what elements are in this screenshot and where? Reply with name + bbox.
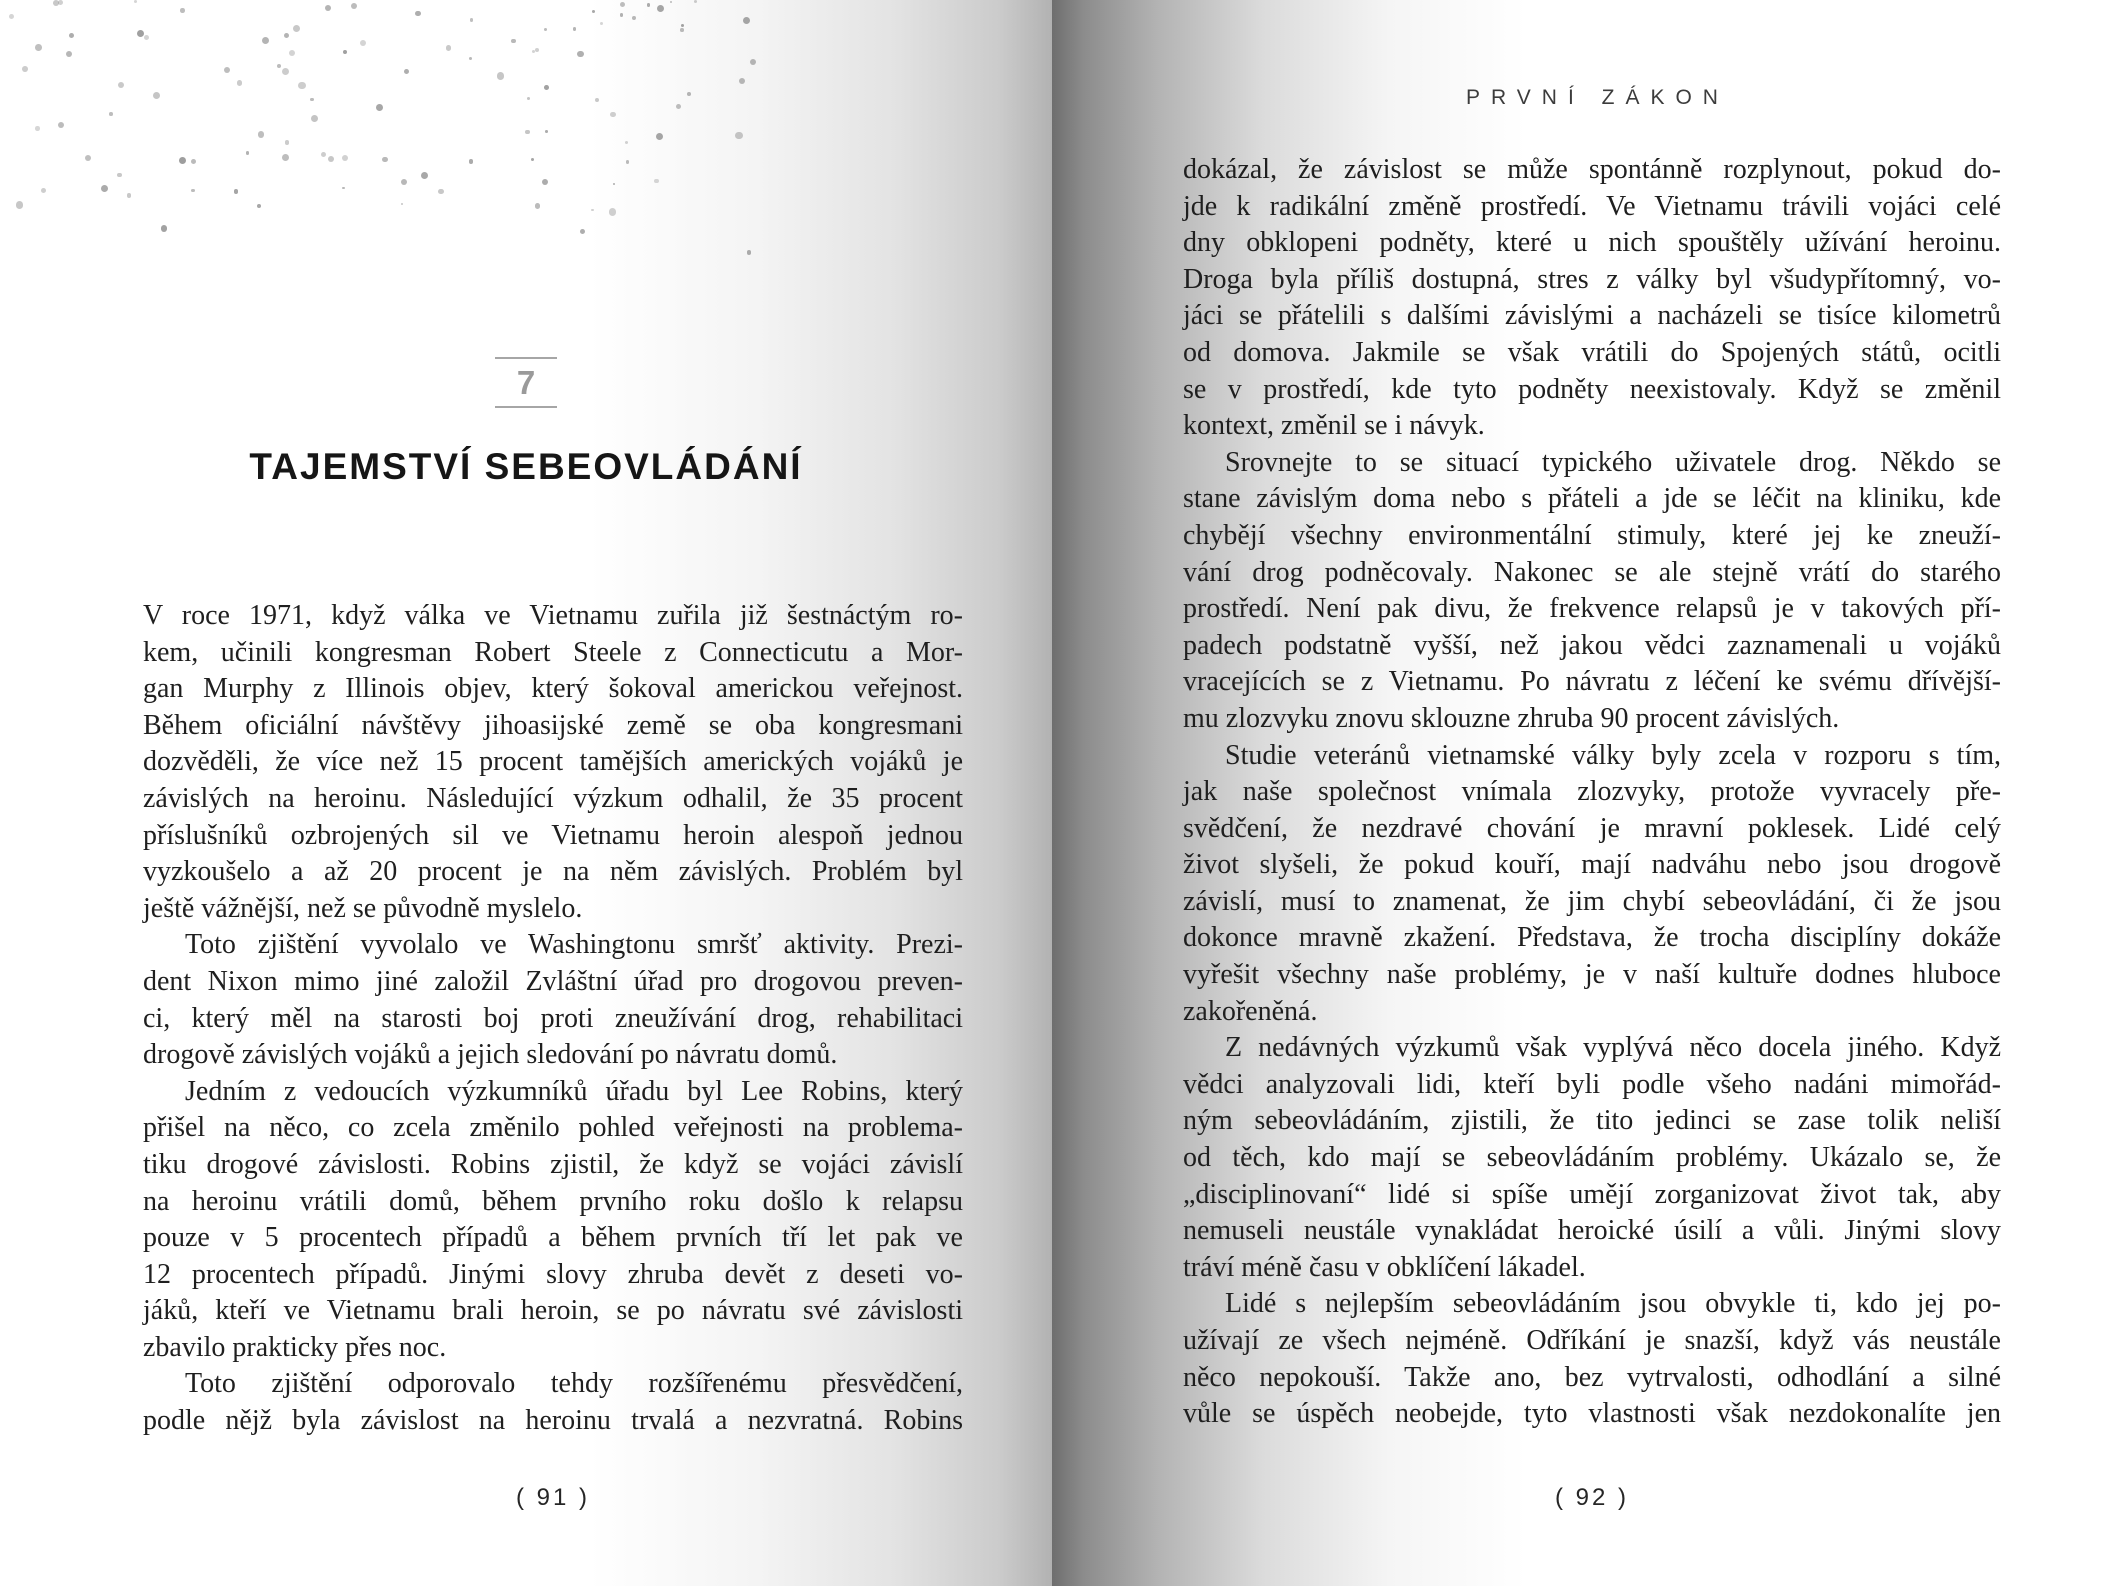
text-line: 12 procentech případů. Jinými slovy zhruba devět z deseti vo- — [143, 1258, 963, 1290]
dot — [258, 131, 265, 138]
dot — [680, 28, 684, 32]
dot — [376, 104, 383, 111]
dot — [750, 59, 757, 66]
dot — [277, 64, 281, 68]
dot — [191, 189, 195, 193]
dot — [282, 154, 289, 161]
dot — [654, 179, 659, 184]
dot — [681, 24, 684, 27]
text-line: chybějí všechny environmentální stimuly, které jej ke zneuží- — [1183, 519, 2001, 551]
right-page-body — [1183, 152, 2001, 1433]
text-line: dokázal, že závislost se může spontánně rozplynout, pokud do- — [1183, 154, 2001, 185]
dot — [328, 156, 334, 162]
left-page-body — [143, 598, 963, 1440]
dot — [595, 98, 599, 102]
dot — [544, 85, 549, 90]
dot — [310, 98, 314, 102]
text-line: tráví méně času v obklíčení lákadel. — [1183, 1251, 1586, 1283]
dot — [9, 14, 14, 19]
dot — [179, 157, 186, 164]
dot — [535, 203, 541, 209]
text-line: tiku drogové závislosti. Robins zjistil, že když se vojáci závislí — [143, 1148, 963, 1180]
text-line: zbavilo prakticky přes noc. — [143, 1331, 447, 1363]
text-line: příslušníků ozbrojených sil ve Vietnamu heroin alespoň jednou — [143, 819, 963, 851]
dot — [137, 30, 144, 37]
text-line: pouze v 5 procentech případů a během prvních tří let pak ve — [143, 1222, 963, 1254]
dot — [66, 51, 72, 57]
dot — [298, 82, 305, 89]
dot — [470, 18, 474, 22]
text-line: Z nedávných výzkumů však vyplývá něco docela jiného. Když — [1225, 1032, 2001, 1064]
chapter-heading — [0, 357, 1052, 488]
dot — [35, 126, 40, 131]
dot — [224, 67, 230, 73]
text-line: svědčení, že nezdravé chování je mravní poklesek. Lidé celý — [1183, 812, 2001, 844]
text-line: vědci analyzovali lidi, kteří byli podle všeho nadáni mimořád- — [1183, 1068, 2001, 1100]
dot — [421, 172, 428, 179]
dot — [53, 0, 59, 6]
dot — [511, 39, 515, 43]
text-line: Toto zjištění odporovalo tehdy rozšířenému přesvědčení, — [185, 1368, 963, 1400]
dot — [401, 203, 404, 206]
dot — [58, 122, 65, 129]
text-line: se v prostředí, kde tyto podněty neexistovaly. Když se změnil — [1183, 373, 2001, 405]
dot — [573, 27, 577, 31]
dot — [670, 1, 673, 4]
text-line: stane závislým doma nebo s přáteli a jde se léčit na kliniku, kde — [1183, 483, 2001, 515]
text-line: Toto zjištění vyvolalo ve Washingtonu smršť aktivity. Prezi- — [185, 929, 963, 961]
text-line: padech podstatně vyšší, než jakou vědci zaznamenali u vojáků — [1183, 629, 2001, 661]
dot — [118, 82, 125, 89]
text-line: dozvěděli, že více než 15 procent tamějších amerických vojáků je — [143, 746, 963, 778]
text-line: závislých na heroinu. Následující výzkum odhalil, že 35 procent — [143, 782, 963, 814]
dot — [360, 40, 366, 46]
chapter-number: 7 — [516, 364, 536, 401]
text-line: kontext, změnil se i návyk. — [1183, 410, 1485, 442]
dot — [592, 10, 595, 13]
right-page-number: ( 92 ) — [1554, 1484, 1629, 1511]
text-line: ným sebeovládáním, zjistili, že tito jedinci se zase tolik neliší — [1183, 1105, 2001, 1137]
text-line: Lidé s nejlepším sebeovládáním jsou obvykle ti, kdo jej po- — [1225, 1288, 2001, 1320]
dot — [284, 33, 289, 38]
dot — [694, 0, 697, 3]
text-line: jáků, kteří ve Vietnamu brali heroin, se po návratu své závislosti — [143, 1295, 963, 1327]
dot — [544, 28, 548, 32]
dot — [647, 3, 651, 7]
dot — [311, 115, 318, 122]
dot — [743, 17, 750, 24]
text-line: jde k radikální změně prostředí. Ve Vietnamu trávili vojáci celé — [1183, 190, 2001, 222]
text-line: dny obklopeni podněty, které u nich spouštěly užívání heroinu. — [1183, 227, 2001, 259]
text-line: V roce 1971, když válka ve Vietnamu zuřila již šestnáctým ro- — [143, 600, 963, 631]
dot — [747, 250, 752, 255]
chapter-rule-bottom — [495, 406, 557, 408]
left-page — [0, 0, 1052, 1586]
dot — [446, 45, 452, 51]
text-line: Droga byla příliš dostupná, stres z války byl všudypřítomný, vo- — [1183, 263, 2001, 295]
dot — [144, 35, 149, 40]
dot — [438, 189, 444, 195]
text-line: jáci se přátelili s dalšími závislými a nacházeli se tisíce kilometrů — [1183, 300, 2001, 332]
text-line: dokonce mravně zkažení. Představa, že trocha disciplíny dokáže — [1183, 922, 2001, 954]
dot — [527, 97, 530, 100]
dot — [600, 22, 603, 25]
dot — [153, 92, 160, 99]
text-line: život slyšeli, že pokud kouří, mají nadváhu nebo jsou drogově — [1183, 849, 2001, 881]
decorative-dots-pattern — [0, 0, 800, 275]
dot — [735, 132, 742, 139]
text-line: vání drog podněcovaly. Nakonec se ale stejně vrátí do starého — [1183, 556, 2001, 588]
dot — [342, 187, 345, 190]
dot — [246, 151, 250, 155]
text-line: Studie veteránů vietnamské války byly zcela v rozporu s tím, — [1225, 739, 2001, 771]
text-line: nemuseli neustále vynakládat heroické úsilí a vůli. Jinými slovy — [1183, 1215, 2001, 1247]
dot — [610, 112, 616, 118]
text-line: Srovnejte to se situací typického uživatele drog. Někdo se — [1225, 446, 2001, 478]
dot — [657, 5, 664, 12]
text-line: na heroinu vrátili domů, během prvního roku došlo k relapsu — [143, 1185, 963, 1217]
text-line: jak naše společnost vnímala zlozvyky, protože vyvracely pře- — [1183, 776, 2001, 808]
text-line: kem, učinili kongresman Robert Steele z Connecticutu a Mor- — [143, 636, 963, 668]
text-line: podle nějž byla závislost na heroinu trvalá a nezvratná. Robins — [143, 1405, 963, 1437]
dot — [609, 208, 617, 216]
dot — [293, 25, 300, 32]
dot — [342, 155, 348, 161]
dot — [282, 68, 289, 75]
dot — [577, 51, 584, 58]
dot — [343, 50, 347, 54]
dot — [469, 57, 472, 60]
text-line: závislí, musí to znamenat, že jim chybí sebeovládání, či že jsou — [1183, 885, 2001, 917]
dot — [321, 152, 326, 157]
text-line: ještě vážnější, než se původně myslelo. — [143, 892, 583, 924]
dot — [382, 157, 388, 163]
dot — [620, 13, 623, 16]
text-line: dent Nixon mimo jiné založil Zvláštní úřad pro drogovou preven- — [143, 965, 963, 997]
text-line: od těch, kdo mají se sebeovládáním problémy. Ukázalo se, že — [1183, 1142, 2001, 1174]
dot — [191, 159, 196, 164]
dot — [325, 5, 332, 12]
dot — [532, 50, 535, 53]
dot — [22, 66, 28, 72]
dot — [676, 104, 681, 109]
text-line: ci, který měl na starosti boj proti zneužívání drog, rehabilitaci — [143, 1002, 963, 1034]
dot — [404, 69, 410, 75]
dot — [401, 179, 407, 185]
dot — [632, 16, 637, 21]
dot — [739, 78, 745, 84]
dot — [545, 130, 548, 133]
text-line: vracejících se z Vietnamu. Po návratu z léčení ke svému dřívější- — [1183, 666, 2001, 698]
text-line: „disciplinovaní“ lidé si spíše umějí zorganizovat život tak, aby — [1183, 1178, 2001, 1210]
dot — [101, 185, 108, 192]
dot — [41, 188, 46, 193]
dot — [16, 201, 24, 209]
dot — [620, 2, 625, 7]
dot — [134, 0, 137, 3]
left-page-number: ( 91 ) — [515, 1484, 590, 1511]
dot — [234, 189, 239, 194]
dot — [591, 209, 594, 212]
dot — [497, 72, 504, 79]
text-line: přišel na něco, co zcela změnilo pohled veřejnosti na problema- — [143, 1112, 963, 1144]
running-header: PRVNÍ ZÁKON — [1466, 86, 1729, 109]
text-line: Během oficiální návštěvy jihoasijské země se oba kongresmani — [143, 709, 963, 741]
text-line: užívají ze všech nejméně. Odříkání je snazší, když vás neustále — [1183, 1325, 2001, 1356]
text-line: gan Murphy z Illinois objev, který šokoval americkou veřejnost. — [143, 673, 963, 705]
dot — [613, 183, 616, 186]
text-line: něco nepokouší. Takže ano, bez vytrvalosti, odhodlání a silné — [1183, 1361, 2001, 1393]
dot — [415, 11, 420, 16]
dot — [161, 225, 168, 232]
dot — [525, 130, 529, 134]
dot — [625, 141, 628, 144]
text-line: vyzkoušelo a až 20 procent je na něm závislých. Problém byl — [143, 856, 963, 888]
dot — [656, 133, 663, 140]
text-line: zakořeněná. — [1183, 995, 1318, 1027]
dot — [85, 155, 91, 161]
text-line: vůle se úspěch neobejde, tyto vlastnosti však nezdokonalíte jen — [1183, 1398, 2001, 1430]
dot — [626, 160, 630, 164]
dot — [535, 48, 539, 52]
dot — [687, 92, 691, 96]
dot — [109, 112, 113, 116]
dot — [127, 193, 132, 198]
dot — [531, 158, 534, 161]
dot — [289, 50, 295, 56]
dot — [69, 33, 74, 38]
dot — [542, 179, 548, 185]
text-line: prostředí. Není pak divu, že frekvence relapsů je v takových pří- — [1183, 593, 2001, 625]
dot — [285, 140, 290, 145]
text-line: mu zlozvyku znovu sklouzne zhruba 90 procent závislých. — [1183, 702, 1840, 734]
dot — [262, 37, 269, 44]
dot — [469, 159, 474, 164]
dot — [237, 80, 242, 85]
chapter-title: TAJEMSTVÍ SEBEOVLÁDÁNÍ — [249, 446, 803, 487]
text-line: vyřešit všechny naše problémy, je v naší kultuře dodnes hluboce — [1183, 959, 2001, 991]
dot — [117, 173, 122, 178]
dot — [351, 3, 358, 10]
dot — [257, 204, 261, 208]
text-line: Jedním z vedoucích výzkumníků úřadu byl Lee Robins, který — [185, 1075, 963, 1107]
dot — [35, 44, 42, 51]
text-line: od domova. Jakmile se však vrátili do Spojených států, ocitli — [1183, 336, 2001, 368]
dot — [580, 229, 585, 234]
dot — [58, 0, 63, 5]
right-page — [1052, 0, 2106, 1586]
dot — [180, 8, 185, 13]
text-line: drogově závislých vojáků a jejich sledování po návratu domů. — [143, 1039, 838, 1071]
